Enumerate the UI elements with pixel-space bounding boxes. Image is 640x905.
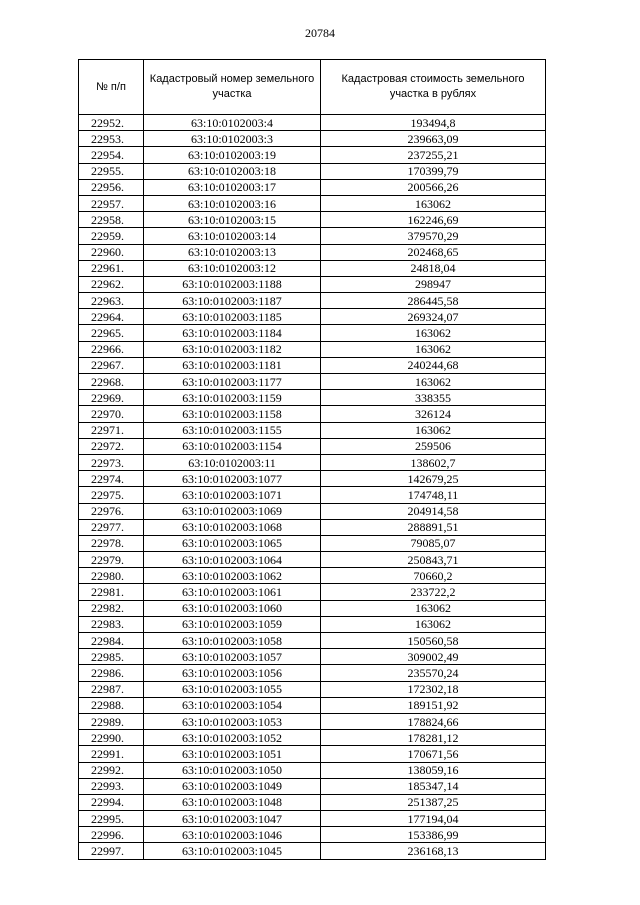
row-number-cell: 22985. xyxy=(79,649,144,665)
cadastral-number-cell: 63:10:0102003:1048 xyxy=(144,794,321,810)
cadastral-number-cell: 63:10:0102003:16 xyxy=(144,195,321,211)
cadastral-number-cell: 63:10:0102003:1184 xyxy=(144,325,321,341)
table-row xyxy=(79,762,546,778)
table-row xyxy=(79,341,546,357)
cadastral-value-cell: 138602,7 xyxy=(321,454,546,470)
table-row xyxy=(79,616,546,632)
row-number-cell: 22969. xyxy=(79,390,144,406)
row-number-cell: 22992. xyxy=(79,762,144,778)
cadastral-value-cell: 24818,04 xyxy=(321,260,546,276)
cadastral-number-cell: 63:10:0102003:11 xyxy=(144,454,321,470)
cadastral-number-cell: 63:10:0102003:1185 xyxy=(144,309,321,325)
table-row xyxy=(79,422,546,438)
row-number-cell: 22984. xyxy=(79,633,144,649)
cadastral-number-cell: 63:10:0102003:1159 xyxy=(144,390,321,406)
row-number-cell: 22978. xyxy=(79,535,144,551)
table-row xyxy=(79,276,546,292)
table-row xyxy=(79,390,546,406)
cadastral-value-cell: 170671,56 xyxy=(321,746,546,762)
row-number-cell: 22977. xyxy=(79,519,144,535)
row-number-cell: 22975. xyxy=(79,487,144,503)
cadastral-number-cell: 63:10:0102003:18 xyxy=(144,163,321,179)
row-number-cell: 22968. xyxy=(79,374,144,390)
cadastral-number-cell: 63:10:0102003:12 xyxy=(144,260,321,276)
cadastral-number-cell: 63:10:0102003:1077 xyxy=(144,471,321,487)
table-row xyxy=(79,228,546,244)
cadastral-number-cell: 63:10:0102003:17 xyxy=(144,179,321,195)
table-row xyxy=(79,115,546,131)
cadastral-value-cell: 163062 xyxy=(321,600,546,616)
cadastral-number-cell: 63:10:0102003:3 xyxy=(144,131,321,147)
cadastral-number-cell: 63:10:0102003:1051 xyxy=(144,746,321,762)
cadastral-value-cell: 269324,07 xyxy=(321,309,546,325)
row-number-cell: 22971. xyxy=(79,422,144,438)
table-row xyxy=(79,163,546,179)
cadastral-number-cell: 63:10:0102003:1055 xyxy=(144,681,321,697)
cadastral-value-cell: 240244,68 xyxy=(321,357,546,373)
cadastral-value-cell: 142679,25 xyxy=(321,471,546,487)
cadastral-value-cell: 138059,16 xyxy=(321,762,546,778)
cadastral-value-cell: 237255,21 xyxy=(321,147,546,163)
cadastral-number-cell: 63:10:0102003:1059 xyxy=(144,616,321,632)
table-row xyxy=(79,487,546,503)
row-number-cell: 22961. xyxy=(79,260,144,276)
cadastral-value-cell: 163062 xyxy=(321,325,546,341)
header-cadastral-value: Кадастровая стоимость земельного участка в рублях xyxy=(321,60,546,115)
row-number-cell: 22973. xyxy=(79,454,144,470)
table-row xyxy=(79,325,546,341)
cadastral-value-cell: 174748,11 xyxy=(321,487,546,503)
table-row xyxy=(79,811,546,827)
row-number-cell: 22953. xyxy=(79,131,144,147)
cadastral-number-cell: 63:10:0102003:1188 xyxy=(144,276,321,292)
cadastral-number-cell: 63:10:0102003:1057 xyxy=(144,649,321,665)
header-row-number: № п/п xyxy=(79,60,144,115)
cadastral-number-cell: 63:10:0102003:15 xyxy=(144,212,321,228)
cadastral-value-cell: 177194,04 xyxy=(321,811,546,827)
cadastral-value-cell: 178281,12 xyxy=(321,730,546,746)
table-row xyxy=(79,244,546,260)
row-number-cell: 22996. xyxy=(79,827,144,843)
table-row xyxy=(79,649,546,665)
row-number-cell: 22963. xyxy=(79,293,144,309)
table-row xyxy=(79,471,546,487)
table-row xyxy=(79,552,546,568)
row-number-cell: 22956. xyxy=(79,179,144,195)
cadastral-number-cell: 63:10:0102003:1065 xyxy=(144,535,321,551)
cadastral-value-cell: 193494,8 xyxy=(321,115,546,131)
table-header-row xyxy=(79,60,546,115)
cadastral-value-cell: 239663,09 xyxy=(321,131,546,147)
cadastral-number-cell: 63:10:0102003:1155 xyxy=(144,422,321,438)
cadastral-number-cell: 63:10:0102003:1046 xyxy=(144,827,321,843)
row-number-cell: 22972. xyxy=(79,438,144,454)
cadastral-value-cell: 236168,13 xyxy=(321,843,546,859)
table-row xyxy=(79,633,546,649)
cadastral-value-cell: 185347,14 xyxy=(321,778,546,794)
cadastral-value-cell: 288891,51 xyxy=(321,519,546,535)
table-row xyxy=(79,131,546,147)
table-row xyxy=(79,374,546,390)
cadastral-value-cell: 153386,99 xyxy=(321,827,546,843)
row-number-cell: 22964. xyxy=(79,309,144,325)
cadastral-number-cell: 63:10:0102003:1058 xyxy=(144,633,321,649)
row-number-cell: 22966. xyxy=(79,341,144,357)
cadastral-number-cell: 63:10:0102003:1052 xyxy=(144,730,321,746)
cadastral-number-cell: 63:10:0102003:1064 xyxy=(144,552,321,568)
row-number-cell: 22980. xyxy=(79,568,144,584)
table-row xyxy=(79,195,546,211)
row-number-cell: 22993. xyxy=(79,778,144,794)
header-cadastral-number: Кадастровый номер земельного участка xyxy=(144,60,321,115)
table-row xyxy=(79,681,546,697)
row-number-cell: 22981. xyxy=(79,584,144,600)
cadastral-value-cell: 163062 xyxy=(321,341,546,357)
cadastral-number-cell: 63:10:0102003:1071 xyxy=(144,487,321,503)
table-row xyxy=(79,600,546,616)
table-row xyxy=(79,584,546,600)
row-number-cell: 22952. xyxy=(79,115,144,131)
table-row xyxy=(79,535,546,551)
row-number-cell: 22970. xyxy=(79,406,144,422)
table-row xyxy=(79,293,546,309)
row-number-cell: 22960. xyxy=(79,244,144,260)
cadastral-value-cell: 170399,79 xyxy=(321,163,546,179)
cadastral-value-cell: 286445,58 xyxy=(321,293,546,309)
cadastral-value-cell: 233722,2 xyxy=(321,584,546,600)
row-number-cell: 22990. xyxy=(79,730,144,746)
row-number-cell: 22988. xyxy=(79,697,144,713)
cadastral-number-cell: 63:10:0102003:1158 xyxy=(144,406,321,422)
table-body xyxy=(79,115,546,860)
row-number-cell: 22954. xyxy=(79,147,144,163)
cadastral-number-cell: 63:10:0102003:1049 xyxy=(144,778,321,794)
cadastral-value-cell: 163062 xyxy=(321,422,546,438)
row-number-cell: 22986. xyxy=(79,665,144,681)
cadastral-number-cell: 63:10:0102003:1060 xyxy=(144,600,321,616)
row-number-cell: 22957. xyxy=(79,195,144,211)
table-row xyxy=(79,827,546,843)
cadastral-number-cell: 63:10:0102003:1045 xyxy=(144,843,321,859)
row-number-cell: 22974. xyxy=(79,471,144,487)
cadastral-value-cell: 189151,92 xyxy=(321,697,546,713)
table-row xyxy=(79,730,546,746)
cadastral-number-cell: 63:10:0102003:1181 xyxy=(144,357,321,373)
cadastral-value-cell: 70660,2 xyxy=(321,568,546,584)
cadastral-value-cell: 204914,58 xyxy=(321,503,546,519)
row-number-cell: 22962. xyxy=(79,276,144,292)
table-row xyxy=(79,438,546,454)
cadastral-value-cell: 162246,69 xyxy=(321,212,546,228)
cadastral-number-cell: 63:10:0102003:1154 xyxy=(144,438,321,454)
cadastral-number-cell: 63:10:0102003:1053 xyxy=(144,713,321,729)
cadastral-number-cell: 63:10:0102003:1054 xyxy=(144,697,321,713)
cadastral-value-cell: 235570,24 xyxy=(321,665,546,681)
cadastral-value-cell: 259506 xyxy=(321,438,546,454)
row-number-cell: 22965. xyxy=(79,325,144,341)
row-number-cell: 22959. xyxy=(79,228,144,244)
cadastral-value-cell: 150560,58 xyxy=(321,633,546,649)
row-number-cell: 22997. xyxy=(79,843,144,859)
cadastral-value-table xyxy=(78,59,546,860)
table-row xyxy=(79,357,546,373)
cadastral-number-cell: 63:10:0102003:13 xyxy=(144,244,321,260)
cadastral-number-cell: 63:10:0102003:1050 xyxy=(144,762,321,778)
cadastral-number-cell: 63:10:0102003:1047 xyxy=(144,811,321,827)
row-number-cell: 22979. xyxy=(79,552,144,568)
page-number: 20784 xyxy=(305,26,335,40)
row-number-cell: 22958. xyxy=(79,212,144,228)
cadastral-value-cell: 298947 xyxy=(321,276,546,292)
cadastral-value-cell: 172302,18 xyxy=(321,681,546,697)
cadastral-value-cell: 163062 xyxy=(321,374,546,390)
row-number-cell: 22991. xyxy=(79,746,144,762)
table-row xyxy=(79,665,546,681)
table-row xyxy=(79,179,546,195)
row-number-cell: 22994. xyxy=(79,794,144,810)
table-row xyxy=(79,147,546,163)
table-row xyxy=(79,568,546,584)
row-number-cell: 22982. xyxy=(79,600,144,616)
cadastral-value-cell: 379570,29 xyxy=(321,228,546,244)
cadastral-value-cell: 163062 xyxy=(321,616,546,632)
cadastral-value-cell: 251387,25 xyxy=(321,794,546,810)
cadastral-number-cell: 63:10:0102003:1182 xyxy=(144,341,321,357)
cadastral-value-cell: 250843,71 xyxy=(321,552,546,568)
cadastral-number-cell: 63:10:0102003:4 xyxy=(144,115,321,131)
table-row xyxy=(79,454,546,470)
cadastral-value-cell: 326124 xyxy=(321,406,546,422)
cadastral-number-cell: 63:10:0102003:1187 xyxy=(144,293,321,309)
table-row xyxy=(79,697,546,713)
cadastral-value-cell: 200566,26 xyxy=(321,179,546,195)
row-number-cell: 22995. xyxy=(79,811,144,827)
row-number-cell: 22983. xyxy=(79,616,144,632)
cadastral-number-cell: 63:10:0102003:1068 xyxy=(144,519,321,535)
table-row xyxy=(79,503,546,519)
table-row xyxy=(79,713,546,729)
table-row xyxy=(79,778,546,794)
cadastral-number-cell: 63:10:0102003:1177 xyxy=(144,374,321,390)
row-number-cell: 22967. xyxy=(79,357,144,373)
cadastral-number-cell: 63:10:0102003:1069 xyxy=(144,503,321,519)
cadastral-value-cell: 79085,07 xyxy=(321,535,546,551)
cadastral-value-cell: 178824,66 xyxy=(321,713,546,729)
table-row xyxy=(79,212,546,228)
table-row xyxy=(79,260,546,276)
table-row xyxy=(79,843,546,859)
row-number-cell: 22955. xyxy=(79,163,144,179)
cadastral-number-cell: 63:10:0102003:14 xyxy=(144,228,321,244)
table-row xyxy=(79,519,546,535)
row-number-cell: 22987. xyxy=(79,681,144,697)
cadastral-value-cell: 163062 xyxy=(321,195,546,211)
row-number-cell: 22976. xyxy=(79,503,144,519)
cadastral-value-cell: 202468,65 xyxy=(321,244,546,260)
cadastral-number-cell: 63:10:0102003:1062 xyxy=(144,568,321,584)
table-row xyxy=(79,309,546,325)
cadastral-number-cell: 63:10:0102003:1061 xyxy=(144,584,321,600)
table-row xyxy=(79,406,546,422)
table-row xyxy=(79,746,546,762)
row-number-cell: 22989. xyxy=(79,713,144,729)
cadastral-number-cell: 63:10:0102003:19 xyxy=(144,147,321,163)
table-row xyxy=(79,794,546,810)
cadastral-value-cell: 338355 xyxy=(321,390,546,406)
cadastral-number-cell: 63:10:0102003:1056 xyxy=(144,665,321,681)
cadastral-value-cell: 309002,49 xyxy=(321,649,546,665)
